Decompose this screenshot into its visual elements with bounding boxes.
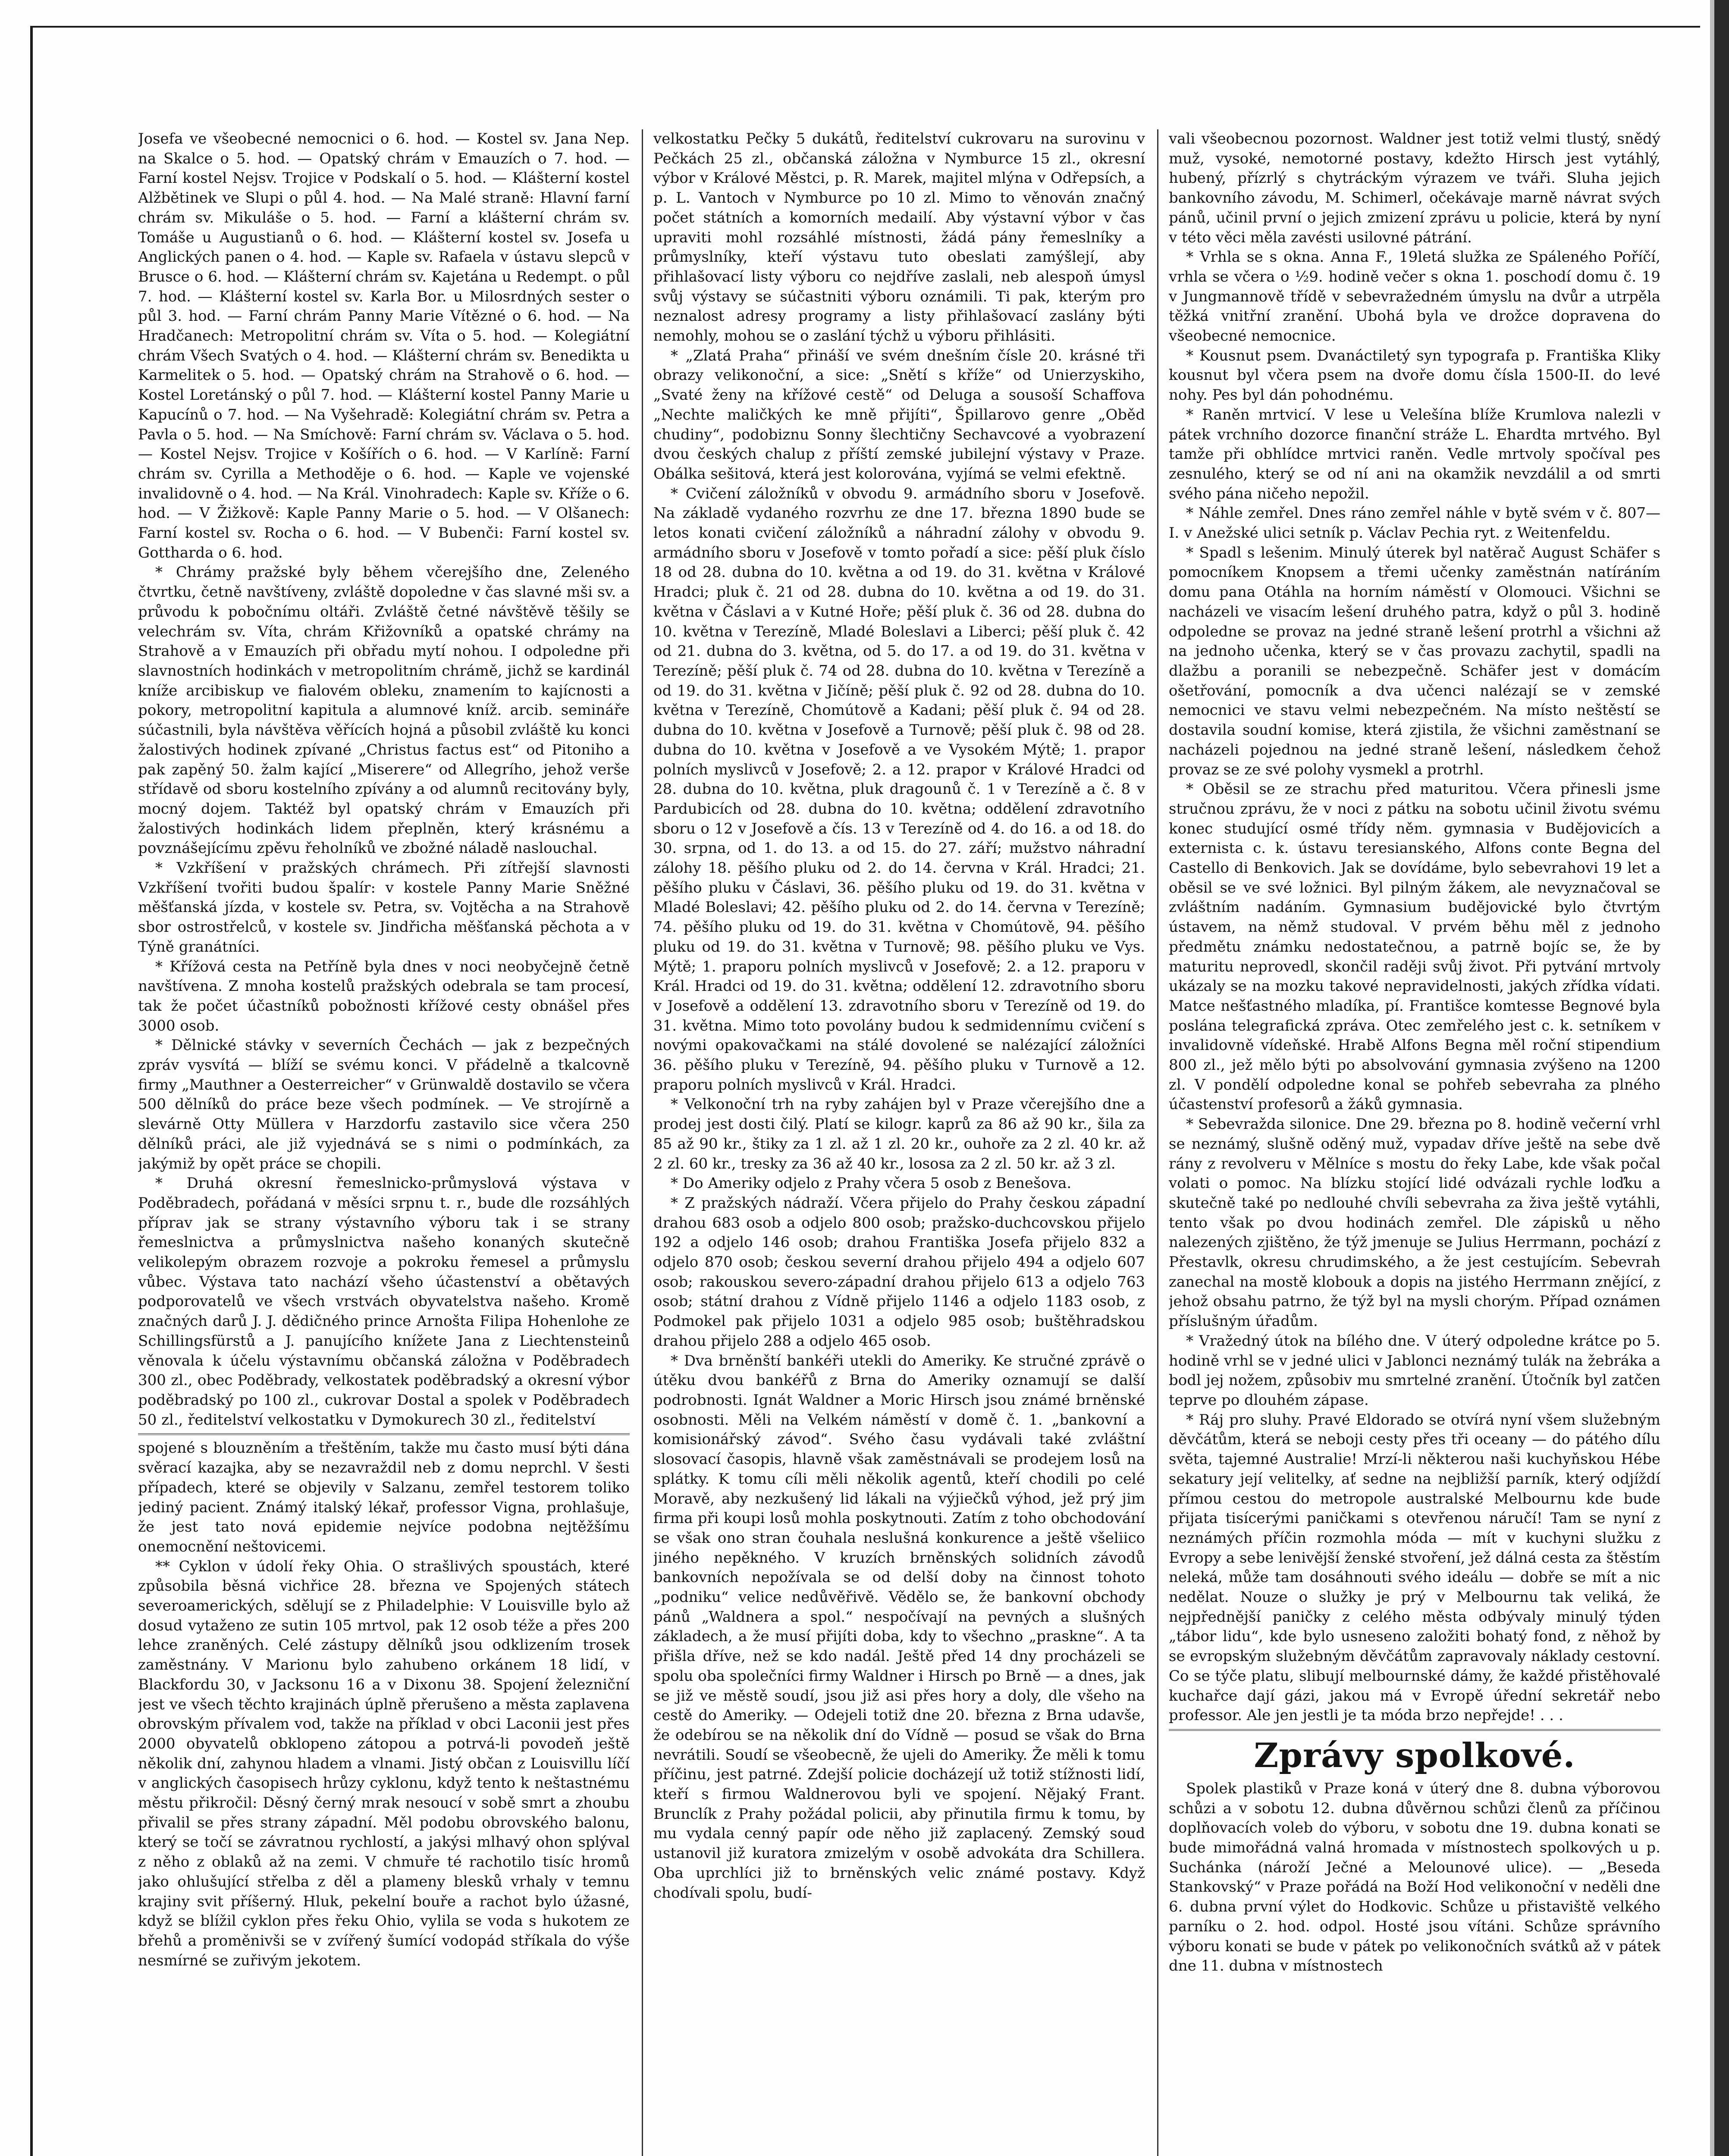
article-sudden-death: * Náhle zemřel. Dnes ráno zemřel náhle v bytě svém v č. 807—I. v Anežské ulici setník p. Václav Pechia ryt. z Weitenfeldu. — [1169, 505, 1660, 542]
article-ohio-cyclone: ** Cyklon v údolí řeky Ohia. O strašlivých spoustách, které způsobila běsná vichřice 28. března ve Spojených státech severoamerických, sdělují se z Philadelphie: V Louisville bylo až dosud vytaženo ze sutin 105 mrtvol, pak 12 osob téže a přes 200 lehce zraněných. Celé zástupy dělníků jsou odklizením trosek zaměstnány. V Marionu bylo zahubeno orkánem 18 lidí, v Blackfordu 30, v Jacksonu 16 a v Dixonu 38. Spojení železniční jest ve všech těchto krajinách úplně přerušeno a města zaplavena obrovským přívalem vod, takže na příklad v obci Laconii jest přes 2000 obyvatelů obklopeno zátopou a potrvá-li povodeň ještě několik dní, zahynou hladem a vlnami. Jistý občan z Louisvillu líčí v anglických časopisech hrůzy cyklonu, když tento k neštastnému městu přikročil: Děsný černý mrak nesoucí v sobě smrt a zhoubu přivalil se přes strany západní. Měl podobu obrovského balonu, který se točí se závratnou rychlostí, a jakýsi mlhavý ohon splýval z něho z oblaků až na zemi. V chmuře té rachotilo tisíc hromů jako ohlušující střelba z děl a plameny blesků vrhaly v temnu krajiny svit příšerný. Hluk, pekelní bouře a rachot bylo úžasné, když se blížil cyklon přes řeku Ohio, vylila se voda s hukotem ze břehů a proměnivši se v zvířený šumící vodopád stříkala do výše nesmírné se zuřivým jekotem. — [138, 1557, 630, 1969]
article-scaffold-fall: * Spadl s lešenim. Minulý úterek byl natěrač August Schäfer s pomocníkem Knopsem a třemi učenky zaměstnán natíráním domu pana Otáhla na horním náměstí v Olomouci. Všichni se nacházeli ve visacím lešení druhého patra, když o půl 3. hodině odpoledne se provaz na jedné straně lešení protrhl a všichni až na jednoho učenka, který se v čas provazu zachytil, spadli na dlažbu a poranili se nebezpečně. Schäfer jest v domácím ošetřování, pomocník a dva učenci nalézají se v zemské nemocnici ve stavu velmi nebezpečném. Na místo neštěstí se dostavila soudní komise, která zjistila, že všichni zaměstnaní se nacházeli pojednou na jedné straně lešení, následkem čehož provaz se ze své polohy vysmekl a protrhl. — [1169, 544, 1660, 778]
article-melnik-suicide: * Sebevražda silonice. Dne 29. března po 8. hodině večerní vrhl se neznámý, slušně oděný muž, vypadav dříve ještě na sebe dvě rány z revolveru v Mělníce s mostu do řeky Labe, kde však počal volati o pomoc. Na blízku stojící lidé odvázali rychle loďku a skutečně také po nedlouhé chvíli sebevraha za živa ještě vytáhli, tento však po dvou hodinách zemřel. Dle zápisků u něho nalezených zjištěno, že týž jmenuje se Julius Herrmann, pochází z Přestavlk, okresu chrudimského, a že jest cestujícím. Sebevrah zanechal na mostě klobouk a dopis na jistého Herrmann znějící, z jehož obsahu patrno, že týž byl na mysli chorým. Případ oznámen příslušným úřadům. — [1169, 1116, 1660, 1330]
column-divider — [642, 129, 643, 2156]
article-zlata-praha: * „Zlatá Praha“ přináší ve svém dnešním čísle 20. krásné tři obrazy velikonoční, a sice: „Snětí s kříže“ od Unierzyskiho, „Svaté ženy na křížové cestě“ od Deluga a sousoší Schaffova „Nechte maličkých ke mně přijíti“, Špillarovo genre „Oběd chudiny“, podobiznu Sonny šlechtičny Sechavcové a vyobrazení dvou českých chalup z příští zemské jubilejní výstavy v Praze. Obálka sešitová, která jest kolorována, vyjímá se velmi efektně. — [653, 347, 1145, 483]
article-window-fall: * Vrhla se s okna. Anna F., 19letá služka ze Spáleného Poříčí, vrhla se včera o ½9. hodině večer s okna 1. poschodí domu č. 19 v Jungmannově třídě v sebevražedném úmyslu na dvůr a utrpěla těžká vnitřní zranění. Ubohá byla ve drožce dopravena do všeobecné nemocnice. — [1169, 248, 1660, 345]
column-1 — [138, 129, 630, 2156]
article-stations-of-cross: * Křížová cesta na Petříně byla dnes v noci neobyčejně četně navštívena. Z mnoha kostelů pražských odebrala se tam procesí, tak že počet účastníků pobožnosti křížové cesty obnášel přes 3000 osob. — [138, 958, 630, 1034]
column-divider — [1157, 129, 1158, 2156]
article-emigration: * Do Ameriky odjelo z Prahy včera 5 osob z Benešova. — [671, 1175, 1072, 1192]
article-murder-attack: * Vražedný útok na bílého dne. V úterý odpoledne krátce po 5. hodině vrhl se v jedné ulici v Jablonci neznámý tulák na žebráka a bodl jej nožem, způsobiv mu smrtelné zranění. Útočník byl zatčen teprve po dlouhém zápase. — [1169, 1332, 1660, 1409]
article-reservist-training: * Cvičení záložníků v obvodu 9. armádního sboru v Josefově. Na základě vydaného rozvrhu ze dne 17. března 1890 bude se letos konati cvičení záložníků a náhradní zálohy v obvodu 9. armádního sboru v Josefově v tomto pořadí a sice: pěší pluk číslo 18 od 28. dubna do 10. května a od 19. do 31. května v Králové Hradci; pluk č. 21 od 28. dubna do 10. května a od 19. do 31. května v Čáslavi a v Kutné Hoře; pěší pluk č. 36 od 28. dubna do 10. května v Terezíně, Mladé Boleslavi a Liberci; pěší pluk č. 42 od 21. dubna do 3. května, od 5. do 17. a od 19. do 31. května v Terezíně; pěší pluk č. 74 od 28. dubna do 10. května v Terezíně a od 19. do 31. května v Jičíně; pěší pluk č. 92 od 28. dubna do 10. května v Terezíně, Chomútově a Kadani; pěší pluk č. 94 od 28. dubna do 10. května v Josefově a Turnově; pěší pluk č. 98 od 28. dubna do 10. května v Josefově a ve Vysokém Mýtě; 1. prapor polních myslivců v Josefově; 2. a 12. prapor v Králové Hradci od 28. dubna do 10. května, pluk dragounů č. 1 v Terezíně a č. 8 v Pardubicích od 28. dubna do 10. května; oddělení zdravotního sboru o 12 v Josefově a čís. 13 v Terezíně od 4. do 16. a od 18. do 30. srpna, od 1. do 13. a od 15. do 27. září; mužstvo náhradní zálohy 18. pěšího pluku od 2. do 14. června v Král. Hradci; 21. pěšího pluku v Čáslavi, 36. pěšího pluku od 19. do 31. května v Mladé Boleslavi; 42. pěšího pluku od 2. do 14. června v Terezíně; 74. pěšího pluku od 19. do 31. května v Chomútově, 94. pěšího pluku od 19. do 31. května v Turnově; 98. pěšího pluku ve Vys. Mýtě; 1. praporu polních myslivců v Josefově; 2. a 12. praporu v Král. Hradci od 19. do 31. května; oddělení 12. zdravotního sboru v Josefově a oddělení 13. zdravotního sboru v Terezíně od 19. do 31. května. Mimo toto povolány budou k sedmidennímu cvičení s novými opakovačkami na stálé dovolené se nalézající záložníci 36. pěšího pluku v Terezíně, 94. pěšího pluku v Turnově a 12. praporu polních myslivců v Král. Hradci. — [653, 485, 1145, 1094]
column-2 — [653, 129, 1145, 2156]
article-railway-stations: * Z pražských nádraží. Včera přijelo do Prahy českou západní drahou 683 osob a odjelo 800 osob; pražsko-duchcovskou přijelo 192 a odjelo 146 osob; drahou Františka Josefa přijelo 832 a odjelo 870 osob; českou severní drahou přijelo 494 a odjelo 607 osob; rakouskou severo-západní drahou přijelo 613 a odjelo 763 osob; státní drahou z Vídně přijelo 1146 a odjelo 1183 osob, z Podmokel pak přijelo 1031 a odjelo 985 osob; buštěhradskou drahou přijelo 288 a odjelo 465 osob. — [653, 1194, 1145, 1350]
article-maturity-suicide: * Oběsil se ze strachu před maturitou. Včera přinesli jsme stručnou zprávu, že v noci z pátku na sobotu učinil životu svému konec studující osmé třídy něm. gymnasia v Budějovicích a externista c. k. ústavu teresianského, Alfons conte Begna del Castello di Benkovich. Jak se dovídáme, bylo sebevrahovi 19 let a oběsil se ve své ložnici. Byl pilným žákem, ale nevyznačoval se zvláštním nadáním. Gymnasium budějovické bylo čtvrtým ústavem, na němž studoval. V prvém běhu měl z jednoho předmětu známku nedostatečnou, a patrně bojíc se, že by maturitu neprovedl, skončil raději svůj život. Při pytvání mrtvoly ukázaly se na mozku takové nepravidelnosti, jakých zřídka vídati. Matce nešťastného mladíka, pí. Františce komtesse Begnové byla poslána telegrafická zpráva. Otec zemřelého jest c. k. setníkem v invalidovně vídeňské. Hrabě Alfons Begna měl roční stipendium 800 zl., jež mělo býti po absolvování gymnasia zvýšeno na 1200 zl. V pondělí odpoledne konal se pohřeb sebevraha za plného účastenství profesorů a žáků gymnasia. — [1169, 780, 1660, 1113]
article-epidemic: spojené s blouzněním a třeštěním, takže mu často musí býti dána svěrací kazajka, aby se nezavraždil neb z domu neprchl. V šesti případech, které se objevily v Salzanu, zemřel testorem toliko jediný pacient. Známý italský lékař, professor Vigna, prohlašuje, že jest tato nová epidemie nejvíce podobna nejtěžšímu onemocnění neštovicemi. — [138, 1439, 630, 1555]
section-title-club-news: Zprávy spolkové. — [1254, 1736, 1575, 1775]
article-resurrection: * Vzkříšení v pražských chrámech. Při zítřejší slavnosti Vzkříšení tvořiti budou špalír: v kostele Panny Marie Sněžné měšťanská jízda, v kostele sv. Petra, sv. Vojtěcha a na Strahově sbor ostrostřelců, v kostele sv. Jindřicha měšťanská pěchota a v Týně granátníci. — [138, 859, 630, 956]
article-dog-bite: * Kousnut psem. Dvanáctiletý syn typografa p. Františka Kliky kousnut byl včera psem na dvoře domu čísla 1500-II. do levé nohy. Pes byl dán pohodnému. — [1169, 347, 1660, 404]
article-bankers-continued: vali všeobecnou pozornost. Waldner jest totiž velmi tlustý, snědý muž, vysoké, nemotorné postavy, kdežto Hirsch jest vytáhlý, hubený, přízrlý s chytráckým výrazem ve tváři. Sluha jejich bankovního závodu, M. Schimerl, očekávaje marně návrat svých pánů, učinil první o jejich zmizení zprávu u policie, která by nyní v této věci měla zavésti usilovné pátrání. — [1169, 130, 1660, 246]
article-separator — [138, 1433, 630, 1435]
section-separator — [1169, 1729, 1660, 1731]
article-workers-strikes: * Dělnické stávky v severních Čechách — jak z bezpečných zpráv vysvítá — blíží se svému konci. V přádelně a tkalcovně firmy „Mauthner a Oesterreicher“ v Grünwaldě dostavilo se včera 500 dělníků do práce beze všech podmínek. — Ve strojírně a slevárně Otty Müllera v Harzdorfu zastavilo sice včera 250 dělníků práci, ale již vyjednává se s nimi o podmínkách, za jakýmiž by opět práce se chopili. — [138, 1037, 630, 1172]
newspaper-columns — [138, 129, 1665, 2156]
column-3 — [1169, 129, 1660, 2156]
article-brno-bankers: * Dva brněnští bankéři utekli do Ameriky. Ke stručné zprávě o útěku dvou bankéřů z Brna do Ameriky oznamují se další podrobnosti. Ignát Waldner a Moric Hirsch jsou známé brněnské osobnosti. Měli na Velkém náměstí v domě č. 1. „bankovní a komisionářský závod“. Svého času vydávali také zvláštní slosovací časopis, hlavně však zaměstnávali se prodejem losů na splátky. K tomu cíli měli několik agentů, kteří chodili po celé Moravě, aby nezkušený lid lákali na výjiečků výhod, jež prý jim firma při koupi losů mohla poskytnouti. Zatím z toho obchodování se však ono stran čouhala neslušná konkurence a ještě všeliico jiného nepěkného. V kruzích brněnských solidních závodů bankovních nepožívala se od delší doby na činnost tohoto „podniku“ velice nedůvěřivě. Vědělo se, že bankovní obchody pánů „Waldnera a spol.“ nespočívají na pevných a slušných základech, a že musí přijíti doba, kdy to všechno „praskne“. A ta přišla dříve, než se kdo nadál. Ještě před 14 dny procházeli se spolu oba společníci firmy Waldner i Hirsch po Brně — a dnes, jak se již ve městě soudí, jsou již asi přes hory a doly, dle všeho na cestě do Ameriky. — Odejeli totiž dne 20. března z Brna udavše, že odebírou se na několik dní do Vídně — posud se však do Brna nevrátili. Soudí se všeobecně, že ujeli do Ameriky. Že měli k tomu příčinu, jest patrné. Zdejší policie docházejí už totiž stížnosti lidí, kteří s firmou Waldnerovou byli ve spojení. Nějaký Frant. Brunclík z Prahy požádal policii, aby přinutila firmu k tomu, by mu vydala cenný papír ode něho již zaplacený. Zemský soud ustanovil již kuratora zmizelým v osobě advokáta dra Schillera. Oba uprchlíci již to brněnských velic známé postavy. Když chodívali spolu, budí- — [653, 1352, 1145, 1902]
scan-edge-shadow — [1710, 0, 1714, 2156]
article-club-news: Spolek plastiků v Praze koná v úterý dne 8. dubna výborovou schůzi a v sobotu 12. dubna důvěrnou schůzi členů za příčinou doplňovacích voleb do výboru, v sobotu dne 19. dubna konati se bude mimořádná valná hromada v místnostech spolkových u p. Suchánka (nároží Ječné a Melounové ulice). — „Beseda Stankovský“ v Praze pořádá na Boží Hod velikonoční v neděli dne 6. dubna první výlet do Hodkovic. Schůze u přistaviště velkého parníku o 2. hod. odpol. Hosté jsou vítáni. Schůze správního výboru konati se bude v pátek po velikonočních svátků až v pátek dne 11. dubna v místnostech — [1169, 1780, 1660, 1975]
article-easter-services: Josefa ve všeobecné nemocnici o 6. hod. — Kostel sv. Jana Nep. na Skalce o 5. hod. — Opatský chrám v Emauzích o 7. hod. — Farní kostel Nejsv. Trojice v Podskalí o 5. hod. — Klášterní kostel Alžbětinek ve Slupi o půl 4. hod. — Na Malé straně: Hlavní farní chrám sv. Mikuláše o 5. hod. — Farní a klášterní chrám sv. Tomáše u Augustianů o 6. hod. — Klášterní kostel sv. Josefa u Anglických panen o 4. hod. — Kaple sv. Rafaela v ústavu slepců v Brusce o 6. hod. — Klášterní chrám sv. Kajetána u Redempt. o půl 7. hod. — Klášterní kostel sv. Karla Bor. u Milosrdných sester o půl 3. hod. — Farní chrám Panny Marie Vítězné o 6. hod. — Na Hradčanech: Metropolitní chrám sv. Víta o 5. hod. — Kolegiátní chrám Všech Svatých o 4. hod. — Klášterní chrám sv. Benedikta u Karmelitek o 5. hod. — Opatský chrám na Strahově o 6. hod. — Kostel Loretánský o půl 7. hod. — Klášterní kostel Panny Marie u Kapucínů o 7. hod. — Na Vyšehradě: Kolegiátní chrám sv. Petra a Pavla o 5. hod. — Na Smíchově: Farní chrám sv. Václava o 5. hod. — Kostel Nejsv. Trojice v Košířích o 6. hod. — V Karlíně: Farní chrám sv. Cyrilla a Methoděje o 6. hod. — Kaple ve vojenské invalidovně o 4. hod. — Na Král. Vinohradech: Kaple sv. Kříže o 6. hod. — V Žižkově: Kaple Panny Marie o 5. hod. — V Olšanech: Farní kostel sv. Rocha o 6. hod. — V Bubenči: Farní kostel sv. Gottharda o 6. hod. — [138, 130, 630, 561]
article-exhibition-continued: velkostatku Pečky 5 dukátů, ředitelství cukrovaru na surovinu v Pečkách 25 zl., občanská záložna v Nymburce 15 zl., okresní výbor v Králové Městci, p. R. Marek, majitel mlýna v Odřepsích, a p. L. Vantoch v Nymburce po 10 zl. Mimo to věnován značný počet státních a komorních medailí. Aby výstavní výbor v čas upraviti mohl rozsáhlé místnosti, žádá pány řemeslníky a průmyslníky, kteří výstavu tuto obeslati zamýšlejí, aby přihlašovací listy výboru co nejdříve zaslali, neb alespoň úmysl svůj výstavy se súčastniti výboru oznámili. Ti pak, kterým pro neznalost adresy programy a listy přihlašovací zaslány býti nemohly, mohou se o zaslání týchž u výboru přihlásiti. — [653, 130, 1145, 345]
article-servants-paradise: * Ráj pro sluhy. Pravé Eldorado se otvírá nyní všem služebným děvčátům, která se neboji cesty přes tři oceany — do pátého dílu světa, tajemné Australie! Mrzí-li některou naši kuchyňskou Hébe sekatury její velitelky, ať sedne na nejbližší parník, který odjíždí přímou cestou do metropole australské Melbournu kde bude přijata tisícerými paničkami s otevřenou náručí! Tam se nyní z neznámých příčin rozmohla móda — mít v kuchyni služku z Evropy a sebe lenivější ženské stvoření, jež dálná cesta za štěstím neleká, může tam dosáhnouti svého ideálu — dobře se mít a nic nedělat. Nouze o služky je prý v Melbournu tak veliká, že nejpřednější paničky z celého města odbývaly minulý týden „tábor lidu“, kde bylo usneseno založiti bohatý fond, z něhož by se evropským služebným děvčátům zapravovaly náklady cestovní. Co se týče platu, slibují melbournské dámy, že každé přistěhovalé kuchařce dají gázi, jakou má v Evropě úřední sekretář nebo professor. Ale jen jestli je ta móda brzo nepřejde! . . . — [1169, 1411, 1660, 1724]
scan-edge — [1714, 0, 1729, 2156]
article-fish-market: * Velkonoční trh na ryby zahájen byl v Praze včerejšího dne a prodej jest dosti čilý. Platí se kilogr. kaprů za 86 až 90 kr., šila za 85 až 90 kr., štiky za 1 zl. až 1 zl. 20 kr., ouhoře za 2 zl. 40 kr. až 2 zl. 60 kr., tresky za 36 až 40 kr., lososa za 2 zl. 50 kr. až 3 zl. — [653, 1096, 1145, 1172]
article-podebrady-exhibition: * Druhá okresní řemeslnicko-průmyslová výstava v Poděbradech, pořádaná v měsíci srpnu t. r., bude dle rozsáhlých příprav jak se strany výstavního výboru tak i se strany řemeslnictva a průmyslnictva našeho konaných skutečně velikolepým obrazem rozvoje a pokroku řemesel a průmyslu vůbec. Výstava tato nachází všeho účastenství a obětavých podporovatelů ve všech vrstvách obyvatelstva našeho. Kromě značných darů J. J. dědičného prince Arnošta Filipa Hohenlohe ze Schillingsfürstů a J. panujícího knížete Jana z Liechtensteinů věnovala k účelu výstavnímu občanská záložna v Poděbradech 300 zl., obec Poděbrady, velkostatek poděbradský a okresní výbor poděbradský po 100 zl., cukrovar Dostal a spolek v Poděbradech 50 zl., ředitelství velkostatku v Dymokurech 30 zl., ředitelství — [138, 1175, 630, 1429]
article-stroke: * Raněn mrtvicí. V lese u Velešína blíže Krumlova nalezli v pátek vrchního dozorce finanční stráže L. Ehardta mrtvého. Byl tamže při obhlídce mrtvici raněn. Vedle mrtvoly spočíval pes zesnulého, který se od ní ani na okamžik nevzdálil a od smrti svého pána ničeho nepožil. — [1169, 406, 1660, 502]
article-prague-churches: * Chrámy pražské byly během včerejšího dne, Zeleného čtvrtku, četně navštíveny, zvláště dopoledne v čas slavné mši sv. a průvodu k pobočnímu oltáři. Zvláště četné návštěvě těšily se velechrám sv. Víta, chrám Křižovníků a opatské chrámy na Strahově a v Emauzích při obřadu mytí nohou. I odpoledne při slavnostních hodinkách v metropolitním chrámě, jichž se kardinál kníže arcibiskup ve fialovém obleku, znamením to kajícnosti a pokory, metropolitní kapitula a alumnové kníž. arcib. semináře súčastnili, byla návštěva věřících hojná a působil zvláště ku konci žalostivých hodinek zpívané „Christus factus est“ od Pitoniho a pak zapěný 50. žalm kající „Miserere“ od Allegrího, jehož verše střídavě od sboru kostelního zpívány a od alumnů recitovány byly, mocný dojem. Taktéž byl opatský chrám v Emauzích při žalostivých hodinkách lidem přeplněn, který krásnému a povznášejícímu zpěvu řeholníků ve zbožné náladě naslouchal. — [138, 564, 630, 857]
